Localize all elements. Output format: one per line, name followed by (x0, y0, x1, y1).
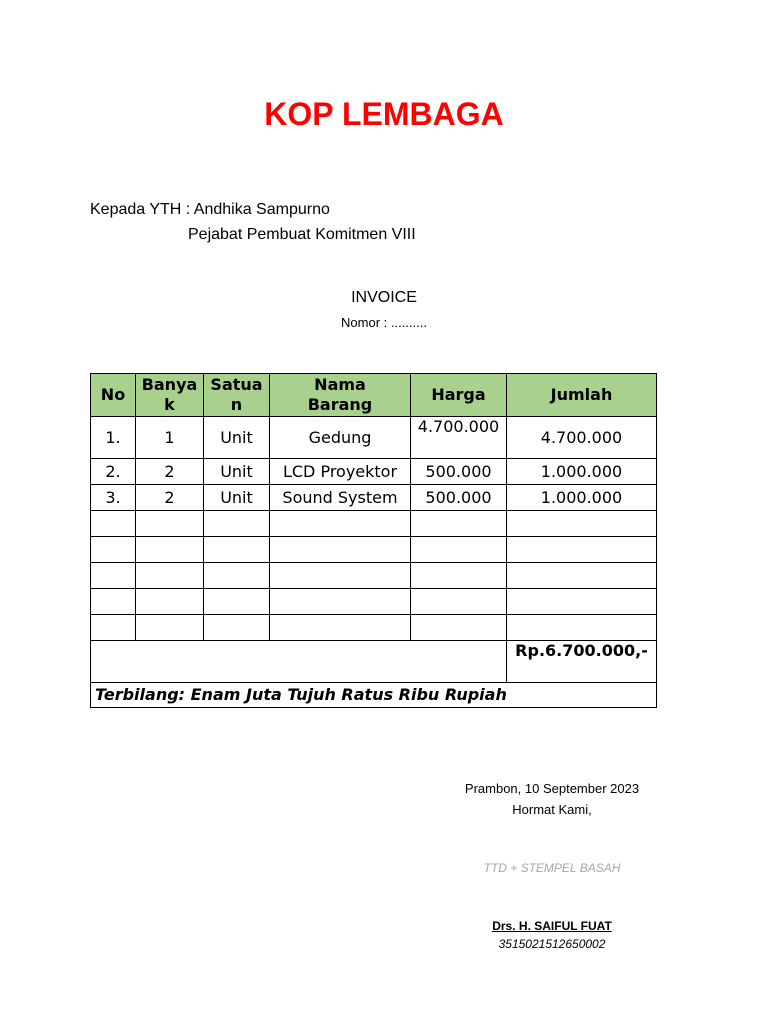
column-header-jumlah: Jumlah (507, 374, 657, 417)
cell-no: 2. (91, 459, 136, 485)
cell-jumlah: 1.000.000 (507, 459, 657, 485)
place-date: Prambon, 10 September 2023 (464, 781, 640, 796)
invoice-title: INVOICE (351, 289, 417, 306)
recipient-line-position: Pejabat Pembuat Komitmen VIII (188, 226, 416, 243)
signatory-id-number: 3515021512650002 (498, 937, 606, 951)
empty-table-row (91, 589, 657, 615)
amount-in-words-row (91, 683, 657, 708)
invoice-table (90, 373, 657, 708)
table-row (91, 459, 657, 485)
total-row (91, 641, 657, 683)
column-header-harga: Harga (411, 374, 507, 417)
table-row (91, 485, 657, 511)
amount-in-words: Terbilang: Enam Juta Tujuh Ratus Ribu Rupiah (91, 683, 657, 708)
cell-nama-barang: Gedung (270, 417, 411, 459)
cell-nama-barang: Sound System (270, 485, 411, 511)
empty-table-row (91, 563, 657, 589)
signature-stamp-placeholder: TTD + STEMPEL BASAH (483, 861, 621, 875)
regards: Hormat Kami, (512, 802, 592, 817)
cell-banyak: 1 (136, 417, 204, 459)
column-header-no: No (91, 374, 136, 417)
total-amount: Rp.6.700.000,- (507, 641, 657, 683)
cell-banyak: 2 (136, 485, 204, 511)
cell-jumlah: 4.700.000 (507, 417, 657, 459)
column-header-banyak: Banyak (136, 374, 204, 417)
cell-harga: 500.000 (411, 485, 507, 511)
total-blank-cell (91, 641, 507, 683)
cell-satuan: Unit (204, 459, 270, 485)
cell-nama-barang: LCD Proyektor (270, 459, 411, 485)
cell-jumlah: 1.000.000 (507, 485, 657, 511)
invoice-number: Nomor : .......... (341, 315, 427, 330)
column-header-nama-barang: Nama Barang (270, 374, 411, 417)
cell-harga: 500.000 (411, 459, 507, 485)
cell-satuan: Unit (204, 485, 270, 511)
cell-no: 1. (91, 417, 136, 459)
empty-table-row (91, 511, 657, 537)
cell-no: 3. (91, 485, 136, 511)
signatory-name: Drs. H. SAIFUL FUAT (492, 919, 612, 933)
recipient-line-name: Kepada YTH : Andhika Sampurno (90, 201, 330, 218)
cell-satuan: Unit (204, 417, 270, 459)
table-header-row (91, 374, 657, 417)
table-row (91, 417, 657, 459)
cell-banyak: 2 (136, 459, 204, 485)
cell-harga: 4.700.000 (411, 417, 507, 459)
empty-table-row (91, 615, 657, 641)
letterhead-title: KOP LEMBAGA (264, 96, 504, 132)
empty-table-row (91, 537, 657, 563)
column-header-satuan: Satuan (204, 374, 270, 417)
